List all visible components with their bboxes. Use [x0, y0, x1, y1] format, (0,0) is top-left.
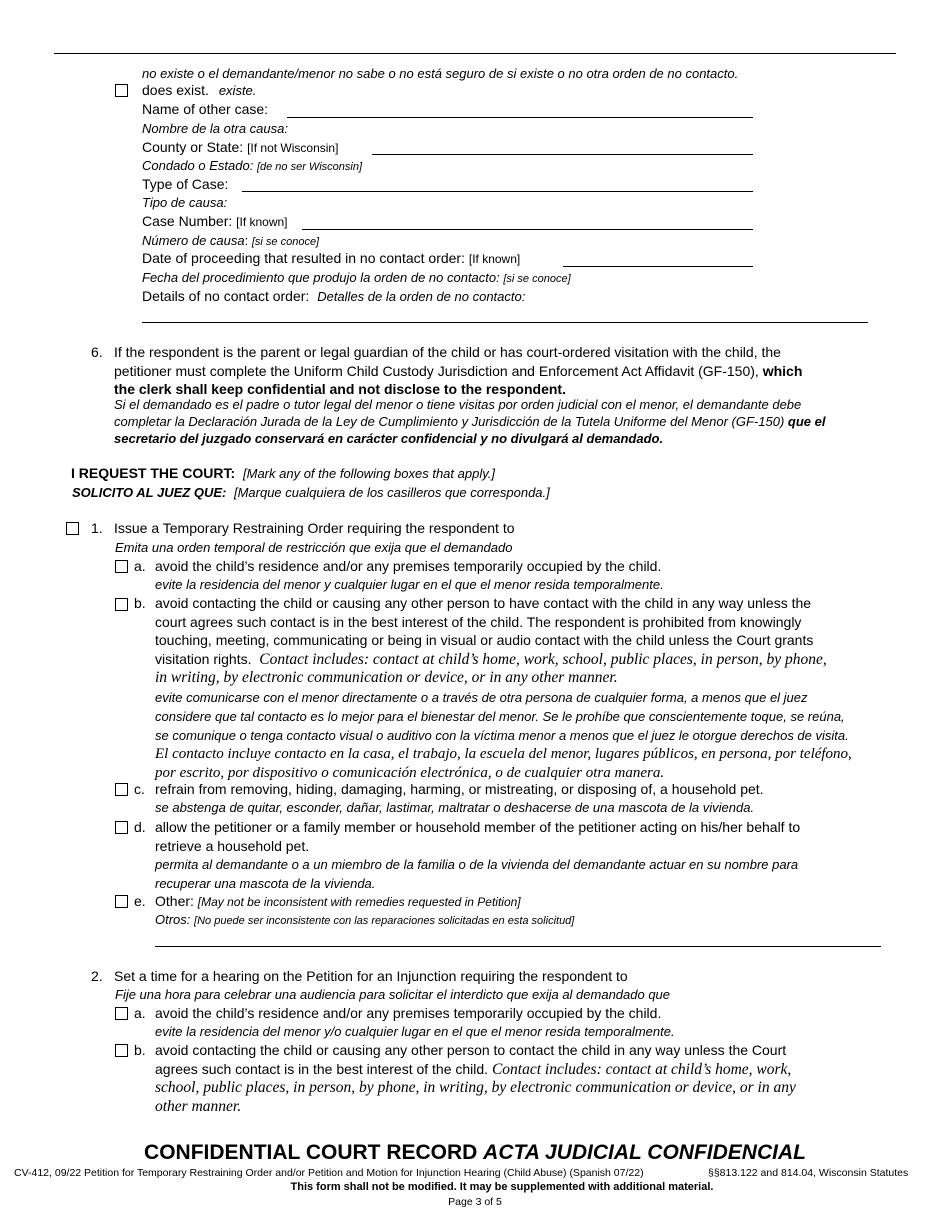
request2a-checkbox[interactable]: [115, 1007, 128, 1020]
date-proceeding-label: Date of proceeding that resulted in no contact order: [If known]: [142, 250, 521, 266]
request-heading-es: SOLICITO AL JUEZ QUE: [Marque cualquiera de los casilleros que corresponda.]: [72, 485, 550, 500]
request-heading-en: I REQUEST THE COURT: [Mark any of the following boxes that apply.]: [71, 465, 495, 481]
request1e-other-field[interactable]: [155, 946, 881, 947]
case-number-field[interactable]: [302, 229, 753, 230]
request1d-text: allow the petitioner or a family member or household member of the petitioner acting on his/her behalf to retrieve a household pet.: [155, 819, 801, 854]
no-exist-line: no existe o el demandante/menor no sabe o no está seguro de si existe o no otra orden de no contacto.: [142, 66, 739, 81]
request1a-checkbox[interactable]: [115, 560, 128, 573]
request1e-checkbox[interactable]: [115, 895, 128, 908]
request2-title-es: Fije una hora para celebrar una audiencia para solicitar el interdicto que exija al demandado que: [115, 987, 671, 1002]
request2a-text-es: evite la residencia del menor y/o cualquier lugar en el que el menor resida temporalmente.: [155, 1024, 675, 1039]
request1c-letter: c.: [134, 781, 145, 797]
request1b-text: avoid contacting the child or causing any other person to have contact with the child in any way unless the court agrees such contact is in the best interest of the child. The respondent is prohibited from knowingly touching, meeting, communicating or being in visual or audio contact with the child unless the Court grants visitation rights. Contact includes: contact at child’s home, work, school, public places, in person, by phone, in writing, by electronic communication or device, or in any other manner.: [155, 595, 827, 686]
type-case-field[interactable]: [242, 191, 753, 192]
request1a-letter: a.: [134, 558, 146, 574]
request1d-text-es: permita al demandante o a un miembro de la familia o de la vivienda del demandante actuar en su nombre para recuperar una mascota de la vivienda.: [155, 857, 799, 891]
request1b-checkbox[interactable]: [115, 598, 128, 611]
case-number-label: Case Number: [If known]: [142, 213, 288, 229]
footer-statutes: §§813.122 and 814.04, Wisconsin Statutes: [708, 1167, 909, 1179]
request2b-checkbox[interactable]: [115, 1044, 128, 1057]
request1-number: 1.: [91, 520, 103, 536]
name-other-case-es: Nombre de la otra causa:: [142, 121, 288, 136]
county-es: Condado o Estado: [de no ser Wisconsin]: [142, 158, 362, 173]
request1a-text: avoid the child’s residence and/or any premises temporarily occupied by the child.: [155, 558, 662, 574]
request1c-text-es: se abstenga de quitar, esconder, dañar, lastimar, maltratar o deshacerse de una mascota de la vivienda.: [155, 800, 755, 815]
request2b-letter: b.: [134, 1042, 146, 1058]
request2-title: Set a time for a hearing on the Petition for an Injunction requiring the respondent to: [114, 968, 628, 984]
request2b-text: avoid contacting the child or causing any other person to contact the child in any way unless the Court agrees such contact is in the best interest of the child. Contact includes: contact at child’s home, work, school, public places, in person, by phone, in writing, by electronic communication or device, or in any other manner.: [155, 1042, 796, 1115]
name-other-case-label: Name of other case:: [142, 101, 269, 117]
details-field[interactable]: [142, 322, 868, 323]
request1e-other-es: Otros: [No puede ser inconsistente con las reparaciones solicitadas en esta solicitud]: [155, 912, 575, 927]
request1c-text: refrain from removing, hiding, damaging, harming, or mistreating, or disposing of, a household pet.: [155, 781, 764, 797]
item6-english: If the respondent is the parent or legal guardian of the child or has court-ordered visitation with the child, the petitioner must complete the Uniform Child Custody Jurisdiction and Enforcement Act Affidavit (GF-150), which the clerk shall keep confidential and not disclose to the respondent.: [114, 344, 803, 397]
request2a-text: avoid the child’s residence and/or any premises temporarily occupied by the child.: [155, 1005, 662, 1021]
request1-checkbox[interactable]: [66, 522, 79, 535]
request1b-letter: b.: [134, 595, 146, 611]
footer-notice: This form shall not be modified. It may be supplemented with additional material.: [290, 1181, 714, 1193]
request2a-letter: a.: [134, 1005, 146, 1021]
county-field[interactable]: [372, 154, 753, 155]
request2-number: 2.: [91, 968, 103, 984]
request1d-checkbox[interactable]: [115, 821, 128, 834]
top-rule: [54, 53, 896, 54]
request1e-letter: e.: [134, 893, 146, 909]
request1-title-es: Emita una orden temporal de restricción que exija que el demandado: [115, 540, 513, 555]
type-case-es: Tipo de causa:: [142, 195, 228, 210]
date-proceeding-field[interactable]: [563, 266, 753, 267]
footer-form-line: CV-412, 09/22 Petition for Temporary Restraining Order and/or Petition and Motion for Injunction Hearing (Child Abuse) (Spanish 07/22): [14, 1167, 644, 1179]
request1-title: Issue a Temporary Restraining Order requiring the respondent to: [114, 520, 515, 536]
item6-number: 6.: [91, 344, 103, 360]
details-label: Details of no contact order: Detalles de la orden de no contacto:: [142, 288, 526, 304]
item6-spanish: Si el demandado es el padre o tutor legal del menor o tiene visitas por orden judicial con el menor, el demandante debe completar la Declaración Jurada de la Ley de Cumplimiento y Jurisdicción de la Tutela Uniforme del Menor (GF-150) que el secretario del juzgado conservará en carácter confidencial y no divulgará al demandado.: [114, 397, 826, 446]
county-label: County or State: [If not Wisconsin]: [142, 139, 339, 155]
date-proceeding-es: Fecha del procedimiento que produjo la orden de no contacto: [si se conoce]: [142, 270, 571, 285]
case-number-es: Número de causa: [si se conoce]: [142, 233, 320, 248]
request1a-text-es: evite la residencia del menor y cualquier lugar en el que el menor resida temporalmente.: [155, 577, 664, 592]
does-exist-label: does exist. existe.: [142, 82, 257, 98]
request1d-letter: d.: [134, 819, 146, 835]
does-exist-checkbox[interactable]: [115, 84, 128, 97]
request1e-other: Other: [May not be inconsistent with remedies requested in Petition]: [155, 893, 521, 909]
footer-title: CONFIDENTIAL COURT RECORD ACTA JUDICIAL CONFIDENCIAL: [144, 1141, 806, 1164]
footer-page-number: Page 3 of 5: [448, 1196, 502, 1208]
type-case-label: Type of Case:: [142, 176, 229, 192]
name-other-case-field[interactable]: [287, 117, 753, 118]
request1b-text-es: evite comunicarse con el menor directamente o a través de otra persona de cualquier forma, a menos que el juez considere que tal contacto es lo mejor para el bienestar del menor. Se le prohíbe que conscientemente toque, se reúna, se comunique o tenga contacto visual o auditivo con la víctima menor a menos que el juez le otorgue derechos de visita. El contacto incluye contacto en la casa, el trabajo, la escuela del menor, lugares públicos, en persona, por teléfono, por escrito, por dispositivo o comunicación electrónica, o de cualquier otra manera.: [155, 690, 852, 781]
request1c-checkbox[interactable]: [115, 783, 128, 796]
